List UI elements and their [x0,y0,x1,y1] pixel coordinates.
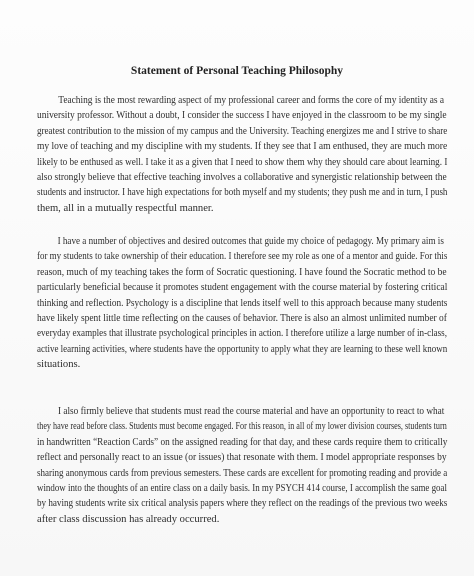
paragraph-line: in handwritten “Reaction Cards” on the assigned reading for that day, and these cards require them to critically [37,436,448,448]
paragraph-line: thinking and reflection. Psychology is a discipline that lends itself well to this approach because many students [37,297,448,309]
paragraph-line: window into the thoughts of an entire class on a daily basis. In my PSYCH 414 course, I accomplish the same goal [37,483,447,495]
paragraph-line: particularly beneficial because it promotes student engagement with the course material by fostering critical [37,282,448,294]
paragraph-line: by having students write six critical analysis papers where they reflect on the readings of the previous two weeks [37,498,448,510]
paragraph-line: also strongly believe that effective teaching involves a collaborative and synergistic relationship between the [37,172,447,184]
paragraph-line: them, all in a mutually respectful manner. [37,202,214,214]
paragraph-line: after class discussion has already occurred. [37,513,220,525]
paragraph-line: my love of teaching and my discipline with my students. If they see that I am enthused, they are much more [37,141,448,153]
paragraph-line: they have read before class. Students must become engaged. For this reason, in all of my lower division courses, students turn [37,421,447,433]
paragraph-line: greatest contribution to the mission of my campus and the University. Teaching energizes me and I strive to share [37,125,448,137]
paragraph-line: I also firmly believe that students must read the course material and have an opportunity to react to what [57,406,445,417]
paragraph-reading-reaction [37,404,447,527]
paragraph-line: reflect and personally react to an issue (or issues) that resonate with them. I model appropriate responses by [37,452,447,464]
paragraph-line: reason, much of my teaching takes the form of Socratic questioning. I have found the Socratic method to be [37,266,447,278]
paragraph-line: students and instructor. I have high expectations for both myself and my students; they push me and in turn, I push [37,187,448,199]
paragraph-line: for my students to take ownership of their education. I therefore see my role as one of a mentor and guide. For this [37,251,448,263]
paragraph-line: sharing anonymous cards from previous semesters. These cards are excellent for promoting reading and provide a [37,467,448,479]
paragraph-line: university professor. Without a doubt, I consider the success I have enjoyed in the classroom to be my single [37,110,447,122]
document-title: Statement of Personal Teaching Philosophy [130,65,344,77]
paragraph-line: everyday examples that illustrate psychological principles in action. I therefore utilize a large number of in-class, [37,328,447,340]
paragraph-pedagogy [37,234,447,373]
paragraph-line: active learning activities, where students have the opportunity to apply what they are learning to these well known [37,343,448,355]
paragraph-line: have likely spent little time reflecting on the causes of behavior. There is also an almost unlimited number of [37,313,447,325]
paragraph-line: situations. [37,359,81,371]
paragraph-line: I have a number of objectives and desired outcomes that guide my choice of pedagogy. My primary aim is [57,236,444,247]
paragraph-line: likely to be enthused as well. I take it as a given that I need to show them why they should care about learning. I [37,156,448,168]
paragraph-teaching-philosophy [37,93,447,216]
paragraph-line: Teaching is the most rewarding aspect of my professional career and forms the core of my identity as a [58,95,445,106]
